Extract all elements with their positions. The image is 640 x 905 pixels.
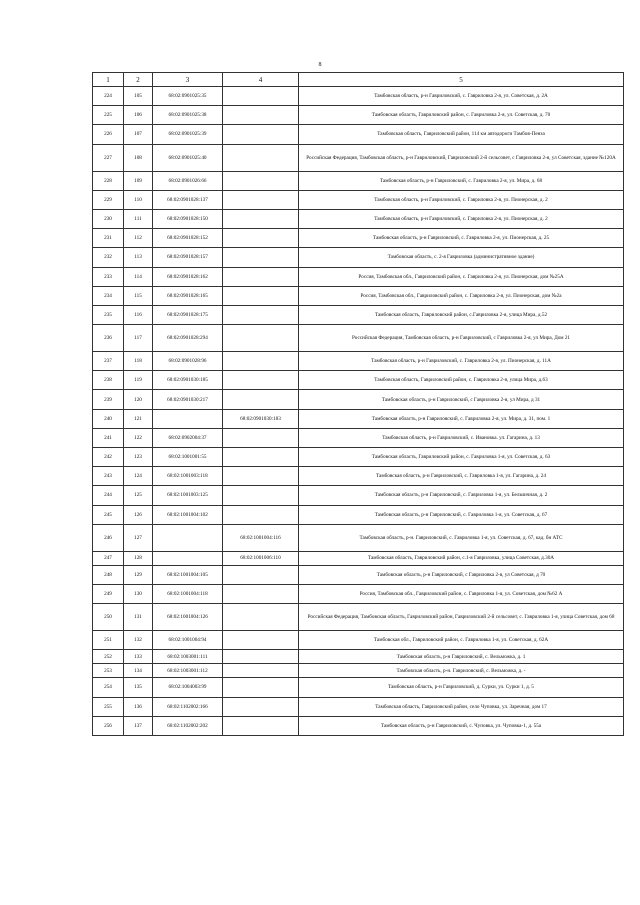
cadastral-number-cell: 68:02:1001004:126 <box>153 604 223 631</box>
cadastral-number-cell: 68:02:1001004:118 <box>153 584 223 603</box>
row-number-cell: 228 <box>93 171 124 190</box>
row-number-cell: 255 <box>93 697 124 716</box>
table-row <box>93 524 624 551</box>
cadastral-number-part-cell: 68:02:1001004:116 <box>223 524 299 551</box>
cadastral-number-cell: 68:02:0901025:38 <box>153 106 223 125</box>
cadastral-number-part-cell <box>223 697 299 716</box>
item-index-cell: 132 <box>124 631 153 650</box>
address-cell: Российская Федерация, Тамбовская область, р-н Гавриловский, с Гавриловка 2-я, ул Мира, Дом 21 <box>299 325 624 352</box>
address-cell: Тамбовская область, р-н Гавриловский, с. Гавриловка 2-я, ул. Советская, д. 2А <box>299 87 624 106</box>
cadastral-number-part-cell <box>223 716 299 735</box>
cadastral-number-part-cell <box>223 664 299 678</box>
table-row <box>93 486 624 505</box>
row-number-cell: 226 <box>93 125 124 144</box>
row-number-cell: 249 <box>93 584 124 603</box>
row-number-cell: 242 <box>93 448 124 467</box>
property-register-table <box>92 72 624 736</box>
row-number-cell: 245 <box>93 505 124 524</box>
address-cell: Тамбовская область, р-н. Гавриловский, с. Гавриловка 1-я, ул. Советская, д. 67, кад. бн АТС <box>299 524 624 551</box>
row-number-cell: 244 <box>93 486 124 505</box>
row-number-cell: 225 <box>93 106 124 125</box>
item-index-cell: 113 <box>124 248 153 267</box>
table-row <box>93 190 624 209</box>
cadastral-number-part-cell <box>223 371 299 390</box>
table-row <box>93 229 624 248</box>
item-index-cell: 107 <box>124 125 153 144</box>
item-index-cell: 125 <box>124 486 153 505</box>
cadastral-number-cell: 68:02:0901028:150 <box>153 209 223 228</box>
address-cell: Тамбовская область, Гавриловский район, с. Гавриловка 1-я, ул. Советская, д. 63 <box>299 448 624 467</box>
row-number-cell: 256 <box>93 716 124 735</box>
table-row <box>93 631 624 650</box>
address-cell: Тамбовская область, р-н. Гавриловский, с. Вельможка, д. - <box>299 664 624 678</box>
item-index-cell: 129 <box>124 565 153 584</box>
address-cell: Тамбовская область, р-н Гавриловский, с. Гавриловка 2-я, ул. Пионерская, д. 11А <box>299 352 624 371</box>
address-cell: Тамбовская область, р-н Гавриловский, с. Гавриловка 2-я, ул. Мира, д. 68 <box>299 171 624 190</box>
address-cell: Тамбовская область, Гавриловский район, село Чуповка, ул. Заречная, дом 17 <box>299 697 624 716</box>
column-header: 4 <box>223 73 299 87</box>
column-header: 1 <box>93 73 124 87</box>
row-number-cell: 224 <box>93 87 124 106</box>
cadastral-number-cell: 68:02:1001003:118 <box>153 467 223 486</box>
cadastral-number-cell: 68:02:0901025:39 <box>153 125 223 144</box>
cadastral-number-cell <box>153 524 223 551</box>
item-index-cell: 105 <box>124 87 153 106</box>
cadastral-number-cell <box>153 551 223 565</box>
address-cell: Российская Федерация, Тамбовская область, Гавриловский район, Гавриловский 2-й сельсовет, с. Гавриловка 1-я, улица Советская, дом 68 <box>299 604 624 631</box>
table-row <box>93 584 624 603</box>
cadastral-number-part-cell <box>223 390 299 409</box>
cadastral-number-part-cell <box>223 144 299 171</box>
column-header: 2 <box>124 73 153 87</box>
cadastral-number-cell: 68:02:1102002:202 <box>153 716 223 735</box>
cadastral-number-part-cell <box>223 565 299 584</box>
item-index-cell: 126 <box>124 505 153 524</box>
cadastral-number-cell: 68:02:0901028:165 <box>153 286 223 305</box>
cadastral-number-part-cell <box>223 87 299 106</box>
page-number: 8 <box>318 62 322 68</box>
cadastral-number-cell: 68:02:0901028:162 <box>153 267 223 286</box>
row-number-cell: 251 <box>93 631 124 650</box>
address-cell: Тамбовская область, р-н Гавриловский, с. Чуповка, ул. Чуповка-1, д. 55а <box>299 716 624 735</box>
table-row <box>93 650 624 664</box>
item-index-cell: 137 <box>124 716 153 735</box>
table-row <box>93 409 624 428</box>
address-cell: Тамбовская область, р-н Гавриловский, с. Гавриловка 2-я, ул. Мира, д. 31, пом. 1 <box>299 409 624 428</box>
address-cell: Россия, Тамбовская обл., Гавриловский район, с. Гавриловка 2-я, ул. Пионерская, дом №2а <box>299 286 624 305</box>
row-number-cell: 238 <box>93 371 124 390</box>
item-index-cell: 119 <box>124 371 153 390</box>
cadastral-number-cell: 68:02:1003001:112 <box>153 664 223 678</box>
cadastral-number-cell: 68:02:1001004:102 <box>153 505 223 524</box>
address-cell: Российская Федерация, Тамбовская область, р-н Гавриловский, Гавриловский 2-й сельсовет, с Гавриловка 2-я, ул Советская, здание №120А <box>299 144 624 171</box>
cadastral-number-cell: 68:02:1003001:111 <box>153 650 223 664</box>
cadastral-number-part-cell <box>223 190 299 209</box>
address-cell: Тамбовская область, р-н Гавриловский, с. Гавриловка 1-я, ул. Гагарина, д. 24 <box>299 467 624 486</box>
item-index-cell: 118 <box>124 352 153 371</box>
cadastral-number-cell: 68:02:0901028:157 <box>153 248 223 267</box>
item-index-cell: 117 <box>124 325 153 352</box>
cadastral-number-part-cell <box>223 448 299 467</box>
row-number-cell: 246 <box>93 524 124 551</box>
item-index-cell: 110 <box>124 190 153 209</box>
row-number-cell: 254 <box>93 678 124 697</box>
row-number-cell: 235 <box>93 305 124 324</box>
table-row <box>93 390 624 409</box>
row-number-cell: 229 <box>93 190 124 209</box>
cadastral-number-cell: 68:02:0902004:37 <box>153 428 223 447</box>
cadastral-number-cell: 68:02:0901028:96 <box>153 352 223 371</box>
table-row <box>93 209 624 228</box>
cadastral-number-cell: 68:02:0901028:294 <box>153 325 223 352</box>
cadastral-number-part-cell <box>223 305 299 324</box>
cadastral-number-cell: 68:02:0901025:40 <box>153 144 223 171</box>
row-number-cell: 236 <box>93 325 124 352</box>
cadastral-number-part-cell <box>223 678 299 697</box>
table-row <box>93 248 624 267</box>
item-index-cell: 114 <box>124 267 153 286</box>
address-cell: Тамбовская область, Гавриловский район, с.Гавриловка 2-я, улица Мира, д.52 <box>299 305 624 324</box>
row-number-cell: 248 <box>93 565 124 584</box>
cadastral-number-cell: 68:02:1102002:166 <box>153 697 223 716</box>
table-row <box>93 144 624 171</box>
cadastral-number-part-cell <box>223 631 299 650</box>
item-index-cell: 127 <box>124 524 153 551</box>
table-row <box>93 371 624 390</box>
address-cell: Тамбовская область, р-н Гавриловский, с. Гавриловка 1-я, ул. Бельчичная, д. 2 <box>299 486 624 505</box>
address-cell: Тамбовская область, Гавриловский район, с. Гавриловка 2-я, улица Мира, д.63 <box>299 371 624 390</box>
cadastral-number-part-cell <box>223 604 299 631</box>
row-number-cell: 237 <box>93 352 124 371</box>
cadastral-number-part-cell <box>223 467 299 486</box>
row-number-cell: 227 <box>93 144 124 171</box>
column-header: 5 <box>299 73 624 87</box>
cadastral-number-cell <box>153 409 223 428</box>
cadastral-number-part-cell <box>223 125 299 144</box>
cadastral-number-part-cell <box>223 428 299 447</box>
item-index-cell: 123 <box>124 448 153 467</box>
cadastral-number-part-cell <box>223 650 299 664</box>
address-cell: Россия, Тамбовская обл., Гавриловский район, с. Гавриловка 1-я, ул. Советская, дом №62 А <box>299 584 624 603</box>
row-number-cell: 247 <box>93 551 124 565</box>
table-row <box>93 428 624 447</box>
cadastral-number-cell: 68:02:0901026:66 <box>153 171 223 190</box>
address-cell: Тамбовская область, р-н Гавриловский, д. Сурки, ул. Сурки 1, д. 5 <box>299 678 624 697</box>
table-row <box>93 467 624 486</box>
cadastral-number-cell: 68:02:0901030:185 <box>153 371 223 390</box>
table-row <box>93 697 624 716</box>
table-row <box>93 267 624 286</box>
address-cell: Тамбовская обл., Гавриловский район, с. Гавриловка 1-я, ул. Советская, д. 62А <box>299 631 624 650</box>
cadastral-number-part-cell <box>223 209 299 228</box>
cadastral-number-cell: 68:02:0901028:175 <box>153 305 223 324</box>
cadastral-number-cell: 68:02:1001001:55 <box>153 448 223 467</box>
cadastral-number-cell: 68:02:0901028:152 <box>153 229 223 248</box>
table-row <box>93 325 624 352</box>
item-index-cell: 133 <box>124 650 153 664</box>
cadastral-number-part-cell: 68:02:0901030:183 <box>223 409 299 428</box>
item-index-cell: 124 <box>124 467 153 486</box>
item-index-cell: 136 <box>124 697 153 716</box>
address-cell: Тамбовская область, р-н Гавриловский, с. Гавриловка 2-я, ул. Пионерская, д. 25 <box>299 229 624 248</box>
row-number-cell: 239 <box>93 390 124 409</box>
table-row <box>93 678 624 697</box>
item-index-cell: 128 <box>124 551 153 565</box>
table-row <box>93 352 624 371</box>
address-cell: Тамбовская область, р-н Гавриловский, с. Гавриловка 2-я, ул. Пионерская, д. 2 <box>299 190 624 209</box>
table-row <box>93 106 624 125</box>
cadastral-number-cell: 68:02:1001004:94 <box>153 631 223 650</box>
address-cell: Россия, Тамбовская обл., Гавриловский район, с. Гавриловка 2-я, ул. Пионерская, дом №25А <box>299 267 624 286</box>
item-index-cell: 112 <box>124 229 153 248</box>
table-row <box>93 286 624 305</box>
table-row <box>93 87 624 106</box>
table-row <box>93 716 624 735</box>
cadastral-number-part-cell <box>223 286 299 305</box>
cadastral-number-part-cell <box>223 229 299 248</box>
row-number-cell: 250 <box>93 604 124 631</box>
table-row <box>93 505 624 524</box>
item-index-cell: 116 <box>124 305 153 324</box>
cadastral-number-cell: 68:02:1004003:99 <box>153 678 223 697</box>
column-number-row <box>93 73 624 87</box>
cadastral-number-part-cell <box>223 505 299 524</box>
cadastral-number-part-cell <box>223 486 299 505</box>
item-index-cell: 122 <box>124 428 153 447</box>
item-index-cell: 115 <box>124 286 153 305</box>
address-cell: Тамбовская область, р-н Гавриловский, с. Гавриловка 2-я, ул. Пионерская, д. 2 <box>299 209 624 228</box>
table-row <box>93 551 624 565</box>
column-header: 3 <box>153 73 223 87</box>
table-row <box>93 305 624 324</box>
item-index-cell: 120 <box>124 390 153 409</box>
row-number-cell: 233 <box>93 267 124 286</box>
table-row <box>93 125 624 144</box>
item-index-cell: 108 <box>124 144 153 171</box>
cadastral-number-cell: 68:02:0901028:137 <box>153 190 223 209</box>
address-cell: Тамбовская область, р-н Гавриловский, с Гавриловка 2-я, ул Советская, д 70 <box>299 565 624 584</box>
item-index-cell: 111 <box>124 209 153 228</box>
cadastral-number-part-cell <box>223 325 299 352</box>
cadastral-number-part-cell <box>223 267 299 286</box>
row-number-cell: 241 <box>93 428 124 447</box>
cadastral-number-cell: 68:02:1001004:105 <box>153 565 223 584</box>
table-row <box>93 448 624 467</box>
item-index-cell: 131 <box>124 604 153 631</box>
row-number-cell: 243 <box>93 467 124 486</box>
row-number-cell: 230 <box>93 209 124 228</box>
item-index-cell: 130 <box>124 584 153 603</box>
row-number-cell: 253 <box>93 664 124 678</box>
cadastral-number-part-cell <box>223 584 299 603</box>
cadastral-number-part-cell: 68:02:1001006:110 <box>223 551 299 565</box>
row-number-cell: 252 <box>93 650 124 664</box>
cadastral-number-cell: 68:02:0901030:217 <box>153 390 223 409</box>
address-cell: Тамбовская область, Гавриловский район, с.1-я Гавриловка, улица Советская, д.30А <box>299 551 624 565</box>
address-cell: Тамбовская область, р-н Гавриловский, с. Ивановка. ул. Гагарина, д. 13 <box>299 428 624 447</box>
item-index-cell: 134 <box>124 664 153 678</box>
cadastral-number-part-cell <box>223 248 299 267</box>
cadastral-number-cell: 68:02:1001003:125 <box>153 486 223 505</box>
address-cell: Тамбовская область, р-н Гавриловский, с. Вельможка, д. 1 <box>299 650 624 664</box>
row-number-cell: 234 <box>93 286 124 305</box>
item-index-cell: 135 <box>124 678 153 697</box>
table-row <box>93 565 624 584</box>
address-cell: Тамбовская область, Гавриловский район, с. Гавриловка 2-я, ул. Советская, д. 70 <box>299 106 624 125</box>
address-cell: Тамбовская область, р-н Гавриловский, с. Гавриловка 1-я, ул. Советская, д. 67 <box>299 505 624 524</box>
row-number-cell: 232 <box>93 248 124 267</box>
cadastral-number-part-cell <box>223 352 299 371</box>
item-index-cell: 121 <box>124 409 153 428</box>
cadastral-number-cell: 68:02:0901025:35 <box>153 87 223 106</box>
item-index-cell: 109 <box>124 171 153 190</box>
address-cell: Тамбовская область, Гавриловский район, 114 км автодороги Тамбов-Пенза <box>299 125 624 144</box>
row-number-cell: 240 <box>93 409 124 428</box>
table-row <box>93 664 624 678</box>
row-number-cell: 231 <box>93 229 124 248</box>
table-row <box>93 604 624 631</box>
address-cell: Тамбовская область, с. 2-я Гавриловка (административное здание) <box>299 248 624 267</box>
table-row <box>93 171 624 190</box>
cadastral-number-part-cell <box>223 171 299 190</box>
cadastral-number-part-cell <box>223 106 299 125</box>
address-cell: Тамбовская область, р-н Гавриловский, с Гавриловка 2-я, ул Мира, д 31 <box>299 390 624 409</box>
item-index-cell: 106 <box>124 106 153 125</box>
